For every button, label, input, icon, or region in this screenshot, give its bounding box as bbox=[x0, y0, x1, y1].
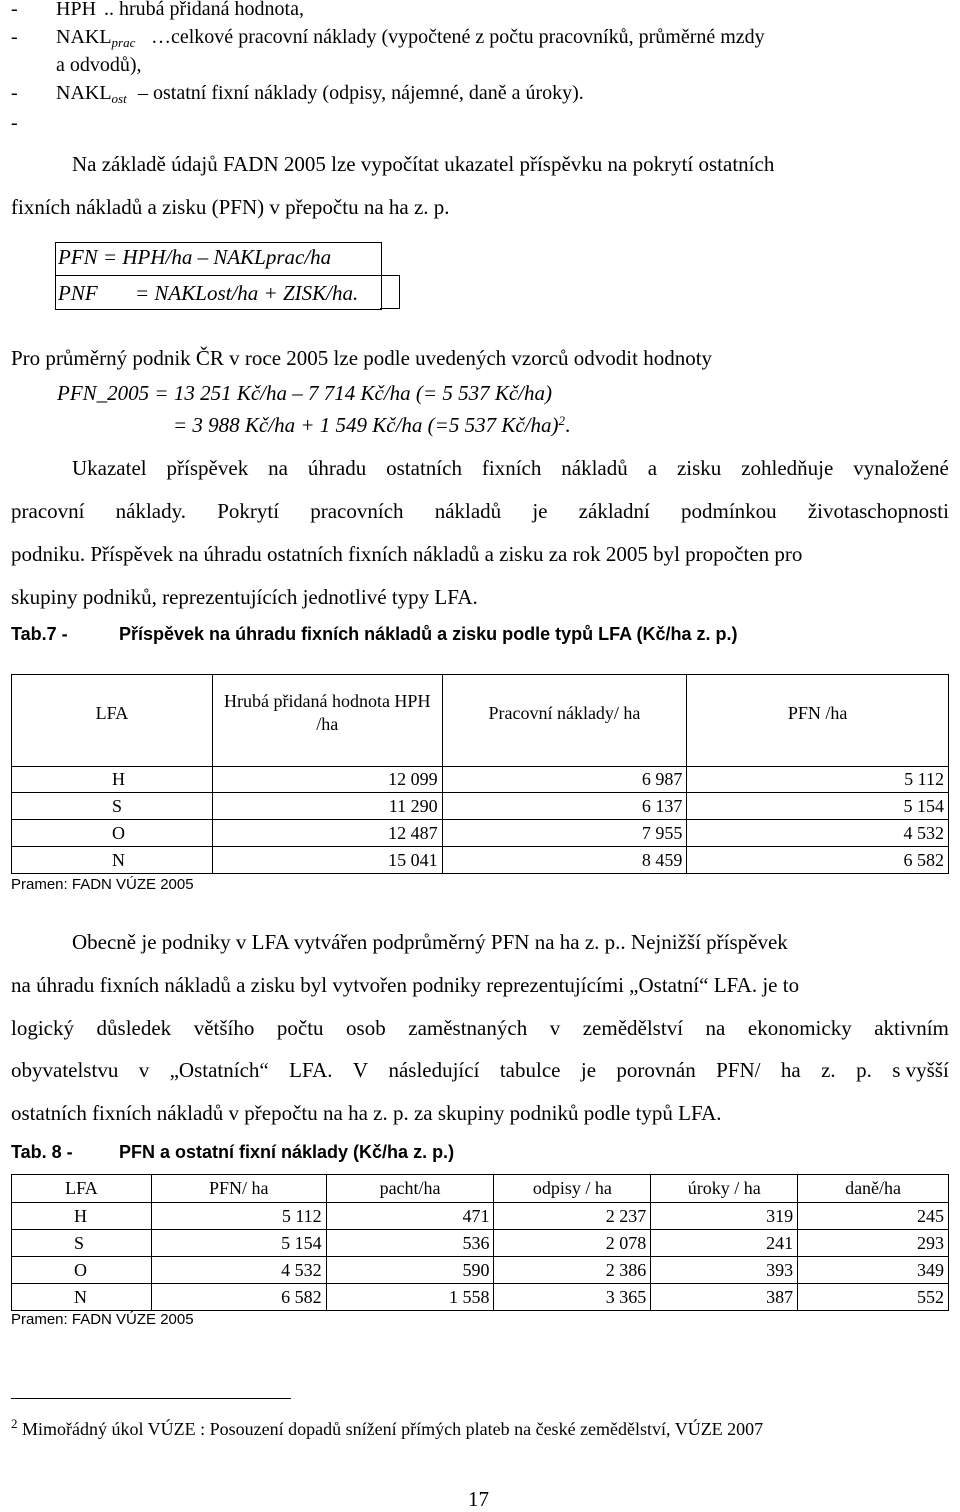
list-term-sub: prac bbox=[111, 35, 136, 50]
word: porovnán bbox=[616, 1058, 696, 1082]
table-cell: 245 bbox=[798, 1203, 949, 1230]
column-header: pacht/ha bbox=[326, 1175, 494, 1203]
list-term: NAKL bbox=[56, 82, 112, 104]
table-cell: 5 112 bbox=[151, 1203, 326, 1230]
word: LFA. bbox=[289, 1058, 333, 1082]
table-cell: 319 bbox=[651, 1203, 798, 1230]
word: Pokrytí bbox=[217, 499, 280, 523]
list-text: a odvodů), bbox=[56, 54, 142, 76]
page-number: 17 bbox=[468, 1487, 489, 1511]
formula-pnf-right: = NAKLost/ha + ZISK/ha. bbox=[135, 281, 359, 305]
list-dash: - bbox=[11, 0, 18, 20]
word: je bbox=[532, 499, 548, 523]
list-text: – ostatní fixní náklady (odpisy, nájemné, daně a úroky). bbox=[138, 82, 584, 104]
formula-box-edge bbox=[399, 275, 400, 309]
table-row bbox=[12, 1230, 949, 1257]
table-cell: 2 078 bbox=[494, 1230, 651, 1257]
paragraph-line-justified bbox=[72, 456, 949, 481]
table-cell: 6 582 bbox=[687, 847, 949, 874]
paragraph-line: Na základě údajů FADN 2005 lze vypočítat ukazatel příspěvku na pokrytí ostatních bbox=[72, 152, 775, 176]
word: „Ostatních“ bbox=[169, 1058, 269, 1082]
list-text: …celkové pracovní náklady (vypočtené z počtu pracovníků, průměrné mzdy bbox=[151, 26, 765, 48]
table-cell: 15 041 bbox=[212, 847, 442, 874]
list-item-continuation bbox=[56, 54, 142, 77]
column-header: odpisy / ha bbox=[494, 1175, 651, 1203]
paragraph-line: ostatních fixních nákladů v přepočtu na ha z. p. za skupiny podniků podle typů LFA. bbox=[11, 1101, 722, 1125]
table-cell: N bbox=[12, 847, 213, 874]
word: aktivním bbox=[874, 1016, 949, 1040]
word: nákladů bbox=[434, 499, 502, 523]
paragraph-line: Pro průměrný podnik ČR v roce 2005 lze podle uvedených vzorců odvodit hodnoty bbox=[11, 346, 713, 370]
list-dash: - bbox=[11, 26, 18, 48]
formula-divider bbox=[55, 275, 400, 276]
formula-box-edge bbox=[380, 308, 400, 309]
table-cell: 4 532 bbox=[687, 820, 949, 847]
word: náklady. bbox=[115, 499, 187, 523]
table-cell: 6 137 bbox=[442, 793, 687, 820]
table-row bbox=[12, 767, 949, 793]
table-source: Pramen: FADN VÚZE 2005 bbox=[11, 876, 194, 893]
list-item-empty bbox=[11, 112, 18, 135]
paragraph-line-justified bbox=[11, 1016, 949, 1041]
list-text: .. hrubá přidaná hodnota, bbox=[104, 0, 304, 20]
footnote-ref: 2 bbox=[558, 413, 565, 428]
paragraph-line: fixních nákladů a zisku (PFN) v přepočtu na ha z. p. bbox=[11, 195, 450, 219]
table-cell: H bbox=[12, 767, 213, 793]
footnote-separator bbox=[11, 1398, 291, 1399]
word: důsledek bbox=[96, 1016, 172, 1040]
word: zohledňuje bbox=[741, 456, 834, 480]
table-cell: 12 487 bbox=[212, 820, 442, 847]
calc-line-2-end: . bbox=[565, 413, 571, 437]
table-cell: 1 558 bbox=[326, 1284, 494, 1311]
word: Ukazatel bbox=[72, 456, 147, 480]
table-cell: 349 bbox=[798, 1257, 949, 1284]
word: příspěvek bbox=[166, 456, 249, 480]
table-cell: 552 bbox=[798, 1284, 949, 1311]
paragraph-line-justified bbox=[11, 1058, 949, 1083]
table-row bbox=[12, 1203, 949, 1230]
word: p. bbox=[856, 1058, 872, 1082]
list-item-nakl-prac bbox=[11, 26, 765, 50]
word: v bbox=[138, 1058, 150, 1082]
column-header: Pracovní náklady/ ha bbox=[442, 675, 687, 752]
word: ostatních bbox=[386, 456, 462, 480]
table-row bbox=[12, 1284, 949, 1311]
table-cell: 2 237 bbox=[494, 1203, 651, 1230]
word: následující bbox=[388, 1058, 480, 1082]
column-header: LFA bbox=[12, 675, 213, 752]
word: nákladů bbox=[561, 456, 628, 480]
table-caption: Příspěvek na úhradu fixních nákladů a zisku podle typů LFA (Kč/ha z. p.) bbox=[119, 624, 738, 644]
word: podmínkou bbox=[680, 499, 777, 523]
word: z. bbox=[821, 1058, 836, 1082]
table-cell: 5 112 bbox=[687, 767, 949, 793]
table-cell: 241 bbox=[651, 1230, 798, 1257]
calc-line-2 bbox=[173, 413, 570, 438]
word: je bbox=[580, 1058, 597, 1082]
footnote-text: Mimořádný úkol VÚZE : Posouzení dopadů snížení přímých plateb na české zemědělství, VÚZE 2007 bbox=[17, 1419, 764, 1439]
column-header: Hrubá přidaná hodnota HPH /ha bbox=[212, 675, 442, 752]
list-term: NAKL bbox=[56, 26, 112, 48]
word: obyvatelstvu bbox=[11, 1058, 119, 1082]
table-cell: 6 987 bbox=[442, 767, 687, 793]
table-row bbox=[12, 1257, 949, 1284]
word: pracovní bbox=[11, 499, 85, 523]
table-cell: 12 099 bbox=[212, 767, 442, 793]
table-cell: N bbox=[12, 1284, 152, 1311]
word: základní bbox=[578, 499, 650, 523]
column-header: LFA bbox=[12, 1175, 152, 1203]
word: většího bbox=[193, 1016, 255, 1040]
list-item-hph bbox=[11, 0, 304, 21]
word: logický bbox=[11, 1016, 74, 1040]
table-cell: 590 bbox=[326, 1257, 494, 1284]
list-term-sub: ost bbox=[111, 91, 127, 106]
table-cell: 293 bbox=[798, 1230, 949, 1257]
word: životaschopnosti bbox=[807, 499, 949, 523]
list-dash: - bbox=[11, 82, 18, 104]
table-cell: H bbox=[12, 1203, 152, 1230]
table-label: Tab.7 - bbox=[11, 624, 68, 644]
table-spacer-row bbox=[12, 752, 949, 767]
table-cell: 471 bbox=[326, 1203, 494, 1230]
table-cell: 5 154 bbox=[151, 1230, 326, 1257]
table-lfa-pfn bbox=[11, 674, 949, 874]
table-cell: 5 154 bbox=[687, 793, 949, 820]
list-term: HPH bbox=[56, 0, 97, 20]
column-header: daně/ha bbox=[798, 1175, 949, 1203]
table-cell: S bbox=[12, 1230, 152, 1257]
list-item-nakl-ost bbox=[11, 82, 584, 106]
table-row bbox=[12, 793, 949, 820]
table-cell: 4 532 bbox=[151, 1257, 326, 1284]
word: ha bbox=[780, 1058, 801, 1082]
footnote-mark: 2 bbox=[11, 1416, 18, 1431]
word: tabulce bbox=[499, 1058, 561, 1082]
word: s vyšší bbox=[892, 1058, 949, 1082]
formula-pnf-left: PNF bbox=[58, 281, 98, 305]
word: zaměstnaných bbox=[408, 1016, 528, 1040]
table-source: Pramen: FADN VÚZE 2005 bbox=[11, 1311, 194, 1328]
paragraph-line: podniku. Příspěvek na úhradu ostatních fixních nákladů a zisku za rok 2005 byl propočten pro bbox=[11, 542, 803, 566]
word: a bbox=[647, 456, 658, 480]
formula-pfn: PFN = HPH/ha – NAKLprac/ha bbox=[58, 245, 332, 269]
table-cell: 536 bbox=[326, 1230, 494, 1257]
word: V bbox=[352, 1058, 369, 1082]
table-header-row bbox=[12, 1175, 949, 1203]
word: vynaložené bbox=[853, 456, 949, 480]
word: na bbox=[268, 456, 288, 480]
paragraph-line: Obecně je podniky v LFA vytvářen podprůměrný PFN na ha z. p.. Nejnižší příspěvek bbox=[72, 930, 788, 954]
column-header: PFN/ ha bbox=[151, 1175, 326, 1203]
paragraph-line: na úhradu fixních nákladů a zisku byl vytvořen podniky reprezentujícími „Ostatní“ LFA. je to bbox=[11, 973, 800, 997]
table-cell: 387 bbox=[651, 1284, 798, 1311]
word: zemědělství bbox=[582, 1016, 684, 1040]
table-caption: PFN a ostatní fixní náklady (Kč/ha z. p.) bbox=[119, 1142, 455, 1162]
table-header-row bbox=[12, 675, 949, 752]
column-header: PFN /ha bbox=[687, 675, 949, 752]
word: osob bbox=[346, 1016, 386, 1040]
table-cell: 393 bbox=[651, 1257, 798, 1284]
table-cell: 11 290 bbox=[212, 793, 442, 820]
table-cell: 8 459 bbox=[442, 847, 687, 874]
word: PFN/ bbox=[716, 1058, 761, 1082]
calc-line-2-text: = 3 988 Kč/ha + 1 549 Kč/ha (=5 537 Kč/ha) bbox=[173, 413, 559, 437]
table-cell: 6 582 bbox=[151, 1284, 326, 1311]
word: zisku bbox=[676, 456, 722, 480]
word: v bbox=[549, 1016, 561, 1040]
footnote bbox=[11, 1416, 763, 1440]
paragraph-line: skupiny podniků, reprezentujících jednotlivé typy LFA. bbox=[11, 585, 478, 609]
table-cell: 3 365 bbox=[494, 1284, 651, 1311]
column-header: úroky / ha bbox=[651, 1175, 798, 1203]
paragraph-line-justified bbox=[11, 499, 949, 524]
list-dash: - bbox=[11, 112, 18, 134]
word: ekonomicky bbox=[747, 1016, 852, 1040]
word: na bbox=[705, 1016, 726, 1040]
word: pracovních bbox=[310, 499, 404, 523]
table-row bbox=[12, 820, 949, 847]
word: počtu bbox=[276, 1016, 324, 1040]
word: fixních bbox=[481, 456, 542, 480]
table-row bbox=[12, 847, 949, 874]
table-cell: S bbox=[12, 793, 213, 820]
calc-line-1: PFN_2005 = 13 251 Kč/ha – 7 714 Kč/ha (= 5 537 Kč/ha) bbox=[57, 381, 552, 405]
table-label: Tab. 8 - bbox=[11, 1142, 73, 1162]
table-cell: O bbox=[12, 1257, 152, 1284]
table-pfn-fixed-costs bbox=[11, 1174, 949, 1311]
table-cell: O bbox=[12, 820, 213, 847]
table-cell: 7 955 bbox=[442, 820, 687, 847]
table-cell: 2 386 bbox=[494, 1257, 651, 1284]
word: úhradu bbox=[307, 456, 367, 480]
